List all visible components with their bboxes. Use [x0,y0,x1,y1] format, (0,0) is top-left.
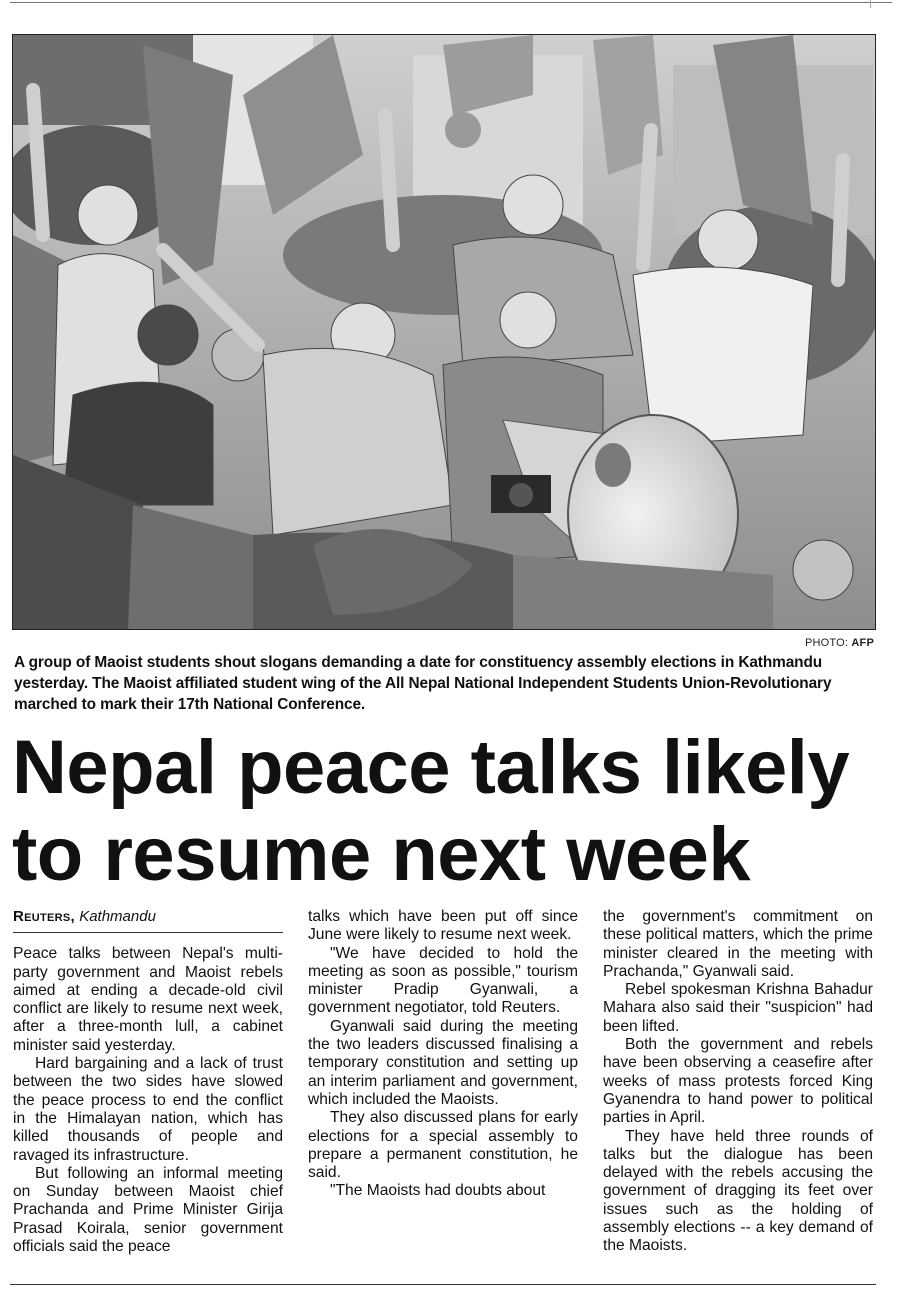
news-photo [12,34,876,630]
byline-place: Kathmandu [79,908,156,925]
headline-line-2: to resume next week [12,812,751,897]
byline [13,908,283,933]
paragraph: They also discussed plans for early elections for a special assembly to prepare a permanent constitution, he said. [308,1109,578,1182]
paragraph: But following an informal meeting on Sunday between Maoist chief Prachanda and Prime Minister Girija Prasad Koirala, senior government officials said the peace [13,1164,283,1256]
byline-agency: Reuters, [13,908,76,925]
paragraph: Both the government and rebels have been observing a ceasefire after weeks of mass protests forced King Gyanendra to hand power to political parties in April. [603,1036,873,1127]
paragraph: They have held three rounds of talks but the dialogue has been delayed with the rebels accusing the government of dragging its feet over issues such as the holding of assembly elections -- a key demand of the Maoists. [603,1127,873,1255]
paragraph: Rebel spokesman Krishna Bahadur Mahara also said their "suspicion" had been lifted. [603,981,873,1035]
paragraph: Peace talks between Nepal's multi-party government and Maoist rebels aimed at ending a decade-old civil conflict are likely to resume next week, after a three-month lull, a cabinet minister said yesterday. [13,945,283,1054]
paragraph: Gyanwali said during the meeting the two leaders discussed finalising a temporary constitution and setting up an interim parliament and government, which included the Maoists. [308,1017,578,1108]
photo-credit-source: AFP [851,637,874,649]
photo-caption: A group of Maoist students shout slogans demanding a date for constituency assembly elections in Kathmandu yesterday. The Maoist affiliated student wing of the All Nepal National Independent Students Union-Revolutionary marched to mark their 17th National Conference. [14,654,832,713]
bottom-rule [10,1284,876,1285]
photo-credit-label: PHOTO: [804,637,849,649]
photo-credit [700,637,874,649]
article-column-3 [603,908,873,1256]
paragraph: "The Maoists had doubts about [330,1182,546,1200]
top-rule-tick [870,0,871,8]
article-column-2 [308,908,578,1201]
top-rule [10,2,892,3]
paragraph: "We have decided to hold the meeting as soon as possible," tourism minister Pradip Gyanwali, a government negotiator, told Reuters. [308,944,578,1017]
headline-line-1: Nepal peace talks likely [12,725,850,810]
article-column-1 [13,908,283,1256]
paragraph: talks which have been put off since June were likely to resume next week. [308,908,578,944]
headline [12,724,892,898]
photo-illustration [13,35,875,629]
paragraph: Hard bargaining and a lack of trust between the two sides have slowed the peace process to end the conflict in the Himalayan nation, which has killed thousands of people and ravaged its infrastructure. [13,1055,283,1164]
paragraph: the government's commitment on these political matters, which the prime minister cleared in the meeting with Prachanda," Gyanwali said. [603,908,873,980]
